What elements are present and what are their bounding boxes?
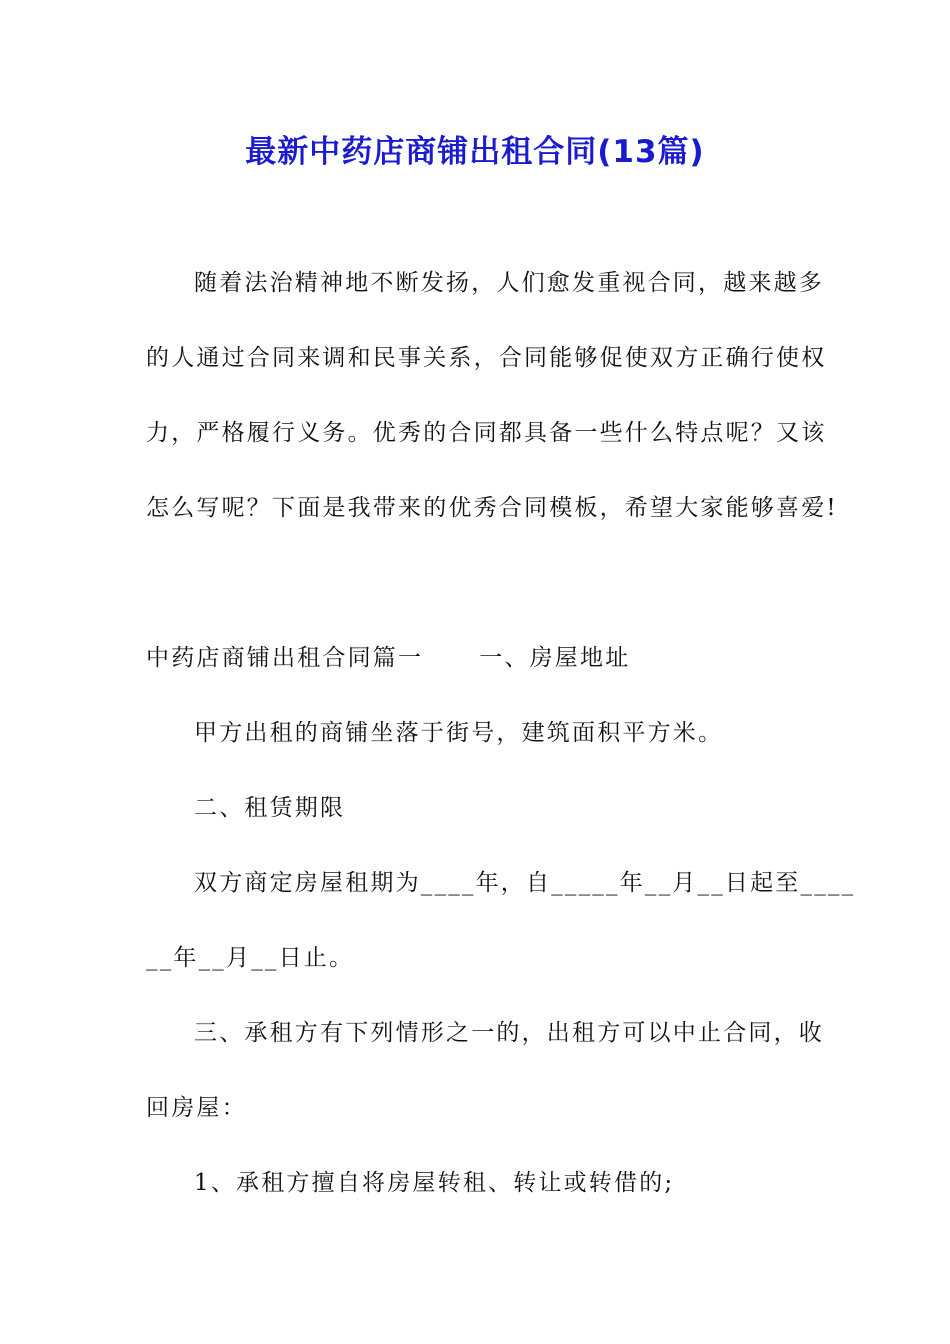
clause-1-text: 甲方出租的商铺坐落于街号，建筑面积平方米。: [194, 720, 724, 746]
intro-line-1: 随着法治精神地不断发扬，人们愈发重视合同，越来越多: [194, 270, 824, 296]
intro-line-3: 力，严格履行义务。优秀的合同都具备一些什么特点呢？又该: [146, 420, 827, 446]
clause-3-item-1: 1、承租方擅自将房屋转租、转让或转借的;: [194, 1170, 675, 1196]
clause-1-heading: 一、房屋地址: [479, 645, 631, 671]
clause-3-line-2: 回房屋：: [146, 1095, 247, 1121]
section-heading: 中药店商铺出租合同篇一: [146, 645, 424, 671]
document-title: 最新中药店商铺出租合同(13篇): [245, 134, 705, 170]
clause-2-heading: 二、租赁期限: [194, 795, 346, 821]
clause-2-text-line-1: 双方商定房屋租期为____年，自_____年__月__日起至____: [194, 870, 856, 896]
intro-line-2: 的人通过合同来调和民事关系，合同能够促使双方正确行使权: [146, 345, 827, 371]
clause-2-text-line-2: __年__月__日止。: [146, 945, 355, 971]
clause-3-line-1: 三、承租方有下列情形之一的，出租方可以中止合同，收: [194, 1020, 824, 1046]
intro-line-4: 怎么写呢？下面是我带来的优秀合同模板，希望大家能够喜爱!: [146, 495, 838, 521]
section-heading-line: [146, 643, 630, 673]
